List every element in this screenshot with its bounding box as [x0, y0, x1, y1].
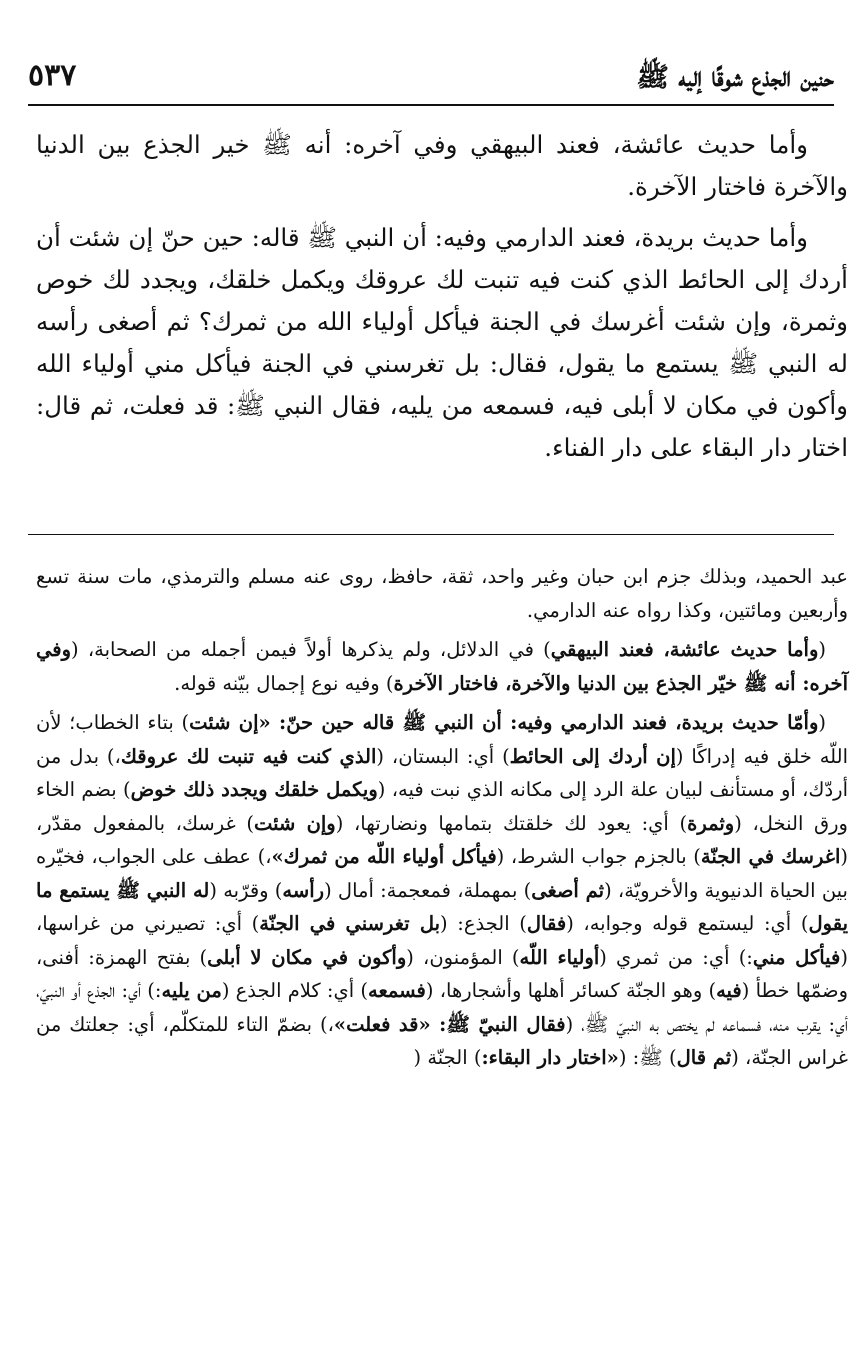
- footnote-text: ) وفيه نوع إجمال بيّنه قوله.: [174, 671, 394, 695]
- footnote-paragraph: [36, 706, 848, 1075]
- main-paragraph: وأما حديث بريدة، فعند الدارمي وفيه: أن النبي ﷺ قاله: حين حنّ إن شئت أن أردك إلى الحائط الذي كنت فيه تنبت لك عروقك ويكمل خلقك، ويجدد لك خوص وثمرة، وإن شئت أغرسك في الجنة فيأكل أولياء الله من ثمرك؟ ثم أصغى رأسه له النبي ﷺ يستمع ما يقول، فقال: بل تغرسني في الجنة فيأكل مني أولياء الله وأكون في مكان لا أبلى فيه، فسمعه من يليه، فقال النبي ﷺ: قد فعلت، ثم قال: اختار دار البقاء على دار الفناء.: [36, 223, 848, 462]
- footnote-quote: وأمّا حديث بريدة، فعند الدارمي وفيه: أن النبي ﷺ قاله حين حنّ: «إن شئت: [189, 711, 819, 734]
- footnote-quote: بل تغرسني في الجنّة: [259, 912, 441, 935]
- footnote-quote: فسمعه: [368, 979, 426, 1002]
- footnote-text: عبد الحميد، وبذلك جزم ابن حبان وغير واحد، ثقة، حافظ، روى عنه مسلم والترمذي، مات سنة تسع وأربعين ومائتين، وكذا رواه عنه الدارمي.: [36, 565, 848, 622]
- main-paragraph: وأما حديث عائشة، فعند البيهقي وفي آخره: أنه ﷺ خير الجذع بين الدنيا والآخرة فاختار الآخرة.: [36, 130, 848, 201]
- footnote-text: ) وقرّبه (: [209, 878, 283, 902]
- footnote-text: ) في الدلائل، ولم يذكرها أولاً فيمن أجمله من الصحابة، (: [71, 638, 551, 661]
- footnote-text: ) أي: ليستمع قوله وجوابه، (: [566, 912, 809, 935]
- footnote-text: :) أي: الجذع أو النبيّ، أي: يقرب منه، فسماعه لم يختص به النبيّ ﷺ، (: [36, 979, 849, 1036]
- footnote-quote: ويكمل خلقك ويجدد ذلك خوض: [130, 778, 378, 801]
- footnote-text: ) بفتح الهمزة: أفنى، وضمّها خطأ (: [36, 945, 848, 1002]
- footnote-rule: [28, 534, 834, 535]
- footnote-text: ) بالجزم جواب الشرط، (: [496, 845, 701, 868]
- footnote-text: ) بتاء الخطاب؛ لأن اللّه خلق فيه إدراكًا (: [36, 711, 848, 768]
- footnote-quote: وإن شئت: [253, 811, 336, 835]
- footnote-text: ) أي: يعود لك خلقتك بتمامها ونضارتها، (: [335, 811, 688, 835]
- footnote-text: ،) عطف على الجواب، فخيّره بين الحياة الدنيوية والأخرويّة، (: [36, 845, 848, 902]
- footnote-paragraph: [36, 560, 848, 627]
- running-title: حنين الجذع شوقًا إليه ﷺ: [636, 62, 834, 93]
- footnote-quote: وثمرة: [687, 811, 735, 835]
- footnote-text: :) أي: من ثمري (: [599, 945, 753, 969]
- footnotes: [36, 560, 848, 1081]
- footnote-quote: إن أردك إلى الحائط: [509, 744, 676, 768]
- page-header: [28, 58, 834, 98]
- footnote-quote: فيه: [716, 979, 742, 1002]
- footnote-text: ) وهو الجنّة كسائر أهلها وأشجارها، (: [425, 979, 717, 1002]
- footnote-text: ) بمهملة، فمعجمة: أمال (: [324, 878, 532, 902]
- header-rule: [28, 104, 834, 106]
- main-text: [36, 124, 848, 478]
- footnote-paragraph: [36, 633, 848, 700]
- footnote-quote: فقال النبيّ ﷺ: «قد فعلت»: [333, 1012, 566, 1036]
- footnote-text: ) بضم الخاء ورق النخل، (: [36, 778, 848, 835]
- footnote-text: ) الجذع: (: [440, 912, 527, 935]
- footnote-text: (: [818, 638, 826, 661]
- footnote-text: ) أي: كلام الجذع (: [221, 979, 369, 1002]
- footnote-quote: «اختار دار البقاء:: [481, 1046, 619, 1069]
- footnote-quote: فيأكل أولياء اللّه من ثمرك»: [271, 845, 497, 868]
- footnote-quote: وأما حديث عائشة، فعند البيهقي: [550, 638, 819, 661]
- footnote-text: ) ﷺ: (: [618, 1046, 677, 1069]
- footnote-quote: رأسه: [282, 878, 325, 902]
- footnote-quote: ثم أصغى: [531, 878, 605, 902]
- footnote-quote: الذي كنت فيه تنبت لك عروقك: [120, 744, 377, 768]
- page-number: ٥٣٧: [28, 58, 77, 93]
- footnote-quote: اغرسك في الجنّة: [700, 845, 841, 868]
- footnote-quote: من يليه: [161, 979, 222, 1002]
- footnote-text: ) الجنّة (: [413, 1046, 482, 1069]
- footnote-text: ،) بضمّ التاء للمتكلّم، أي: جعلتك من غراس الجنّة، (: [36, 1012, 848, 1069]
- footnote-quote: وفي آخره: أنه ﷺ خيّر الجذع بين الدنيا والآخرة، فاختار الآخرة: [36, 638, 848, 695]
- footnote-quote: فقال: [526, 912, 567, 935]
- footnote-text: ) المؤمنون، (: [406, 945, 520, 969]
- footnote-quote: ثم قال: [676, 1046, 732, 1069]
- footnote-quote: أولياء اللّه: [519, 945, 600, 969]
- footnote-text: ) أي: تصيرني من غراسها، (: [36, 912, 848, 969]
- footnote-text: ،) بدل من أردّك، أو مستأنف لبيان علة الرد إلى مكانه الذي نبت فيه، (: [36, 744, 849, 801]
- footnote-text: ) أي: البستان، (: [376, 744, 510, 768]
- footnote-quote: فيأكل مني: [752, 945, 841, 969]
- footnote-quote: له النبي ﷺ يستمع ما يقول: [36, 878, 849, 935]
- footnote-text: (: [818, 711, 826, 734]
- footnote-text: ) غرسك، بالمفعول مقدّر، (: [36, 811, 849, 868]
- footnote-quote: وأكون في مكان لا أبلى: [207, 945, 407, 969]
